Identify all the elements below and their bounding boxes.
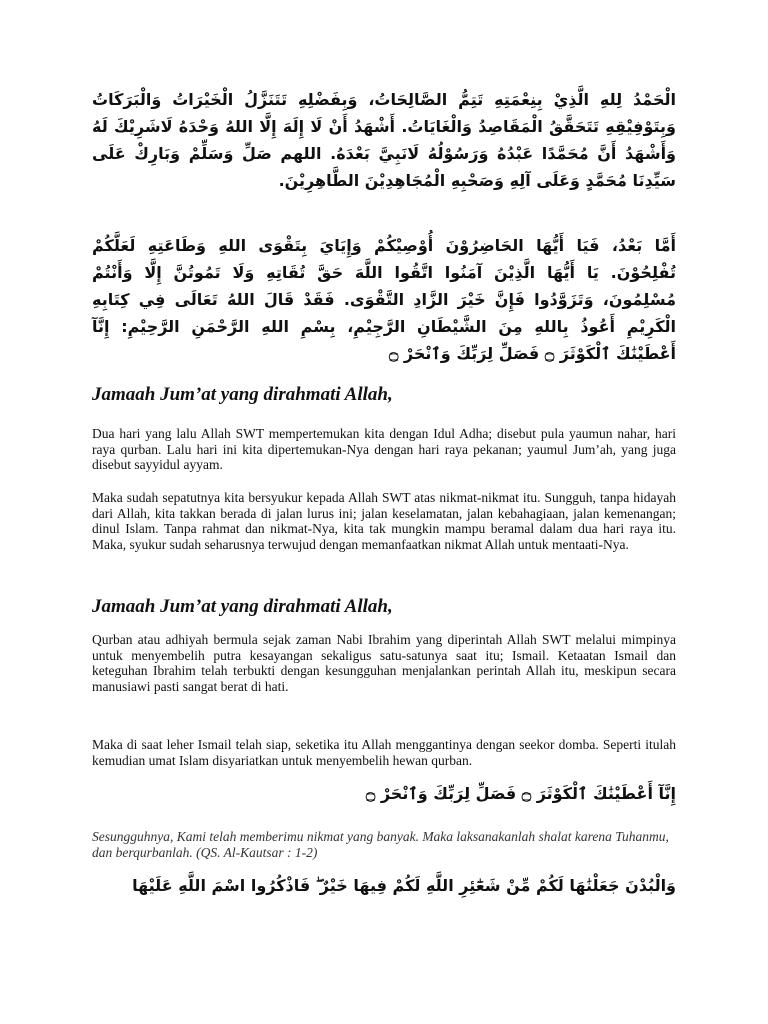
section-heading-2: Jamaah Jum’at yang dirahmati Allah, — [92, 596, 393, 617]
paragraph-2: Maka sudah sepatutnya kita bersyukur kepada Allah SWT atas nikmat-nikmat itu. Sungguh, tanpa hidayah dari Allah, kita takkan berada di jalan lurus ini; jalan keselamatan, jalan kebahagiaan, jalan kemenangan; dinul Islam. Tanpa rahmat dan nikmat-Nya, kita tak mungkin mampu beramal dalam dua hari raya itu. Maka, syukur sudah seharusnya terwujud dengan memanfaatkan nikmat Allah untuk mentaati-Nya. — [92, 490, 676, 552]
document-page — [92, 0, 676, 1024]
wasiat-arabic-passage: أَمَّا بَعْدُ، فَيَا أَيُّهَا الحَاضِرُوْنَ أُوْصِيْكُمْ وَإِيَايَ بِتَقْوَى اللهِ وَطَاعَتِهِ لَعَلَّكُمْ تُفْلِحُوْنَ. يَا أَيُّهَا الَّذِيْنَ آمَنُوا اتَّقُوا اللَّهَ حَقَّ تُقَاتِهِ وَلَا تَمُوتُنَّ إِلَّا وَأَنْتُمْ مُسْلِمُونَ، وَتَزَوَّدُوا فَإِنَّ خَيْرَ الزَّادِ التَّقْوَى. فَقَدْ قَالَ اللهُ تَعَالَى فِي كِتَابِهِ الْكَرِيْمِ أَعُوذُ بِاللهِ مِنَ الشَّيْطَانِ الرَّجِيْمِ، بِسْمِ اللهِ الرَّحْمَنِ الرَّحِيْمِ: إِنَّآ أَعْطَيْنَٰكَ ٱلْكَوْثَرَ ۝ فَصَلِّ لِرَبِّكَ وَٱنْحَرْ ۝ — [92, 236, 676, 363]
paragraph-1: Dua hari yang lalu Allah SWT mempertemukan kita dengan Idul Adha; disebut pula yaumun nahar, hari raya qurban. Lalu hari ini kita dipertemukan-Nya dengan hari raya pekanan; yaumul Jum’ah, yang juga disebut sayyidul ayyam. — [92, 426, 676, 472]
section-heading-1: Jamaah Jum’at yang dirahmati Allah, — [92, 384, 393, 405]
paragraph-4: Maka di saat leher Ismail telah siap, seketika itu Allah menggantinya dengan seekor domba. Seperti itulah kemudian umat Islam disyariatkan untuk menyembelih hewan qurban. — [92, 737, 676, 768]
opening-arabic-praise: الْحَمْدُ لِلهِ الَّذِيْ بِنِعْمَتِهِ تَتِمُّ الصَّالِحَاتُ، وَبِفَضْلِهِ تَتَنَزَّلُ الْخَيْرَاتُ وَالْبَرَكَاتُ وَبِتَوْفِيْقِهِ تَتَحَقَّقُ الْمَقَاصِدُ وَالْغَايَاتُ. أَشْهَدُ أَنْ لَا إِلَهَ إِلَّا اللهُ وَحْدَهُ لَاشَرِيْكَ لَهُ وَأَشْهَدُ أَنَّ مُحَمَّدًا عَبْدُهُ وَرَسُوْلُهُ لَانَبِيَّ بَعْدَهُ. اللهم صَلِّ وَسَلِّمْ وَبَارِكْ عَلَى سَيِّدِنَا مُحَمَّدٍ وَعَلَى آلِهِ وَصَحْبِهِ الْمُجَاهِدِيْنَ الطَّاهِرِيْنَ. — [92, 90, 676, 190]
verse-translation: Sesungguhnya, Kami telah memberimu nikmat yang banyak. Maka laksanakanlah shalat karena Tuhanmu, dan berqurbanlah. (QS. Al-Kautsar : 1-2) — [92, 829, 669, 860]
quran-verse-al-hajj: وَالْبُدْنَ جَعَلْنَٰهَا لَكُمْ مِّنْ شَعَٰٓئِرِ اللَّهِ لَكُمْ فِيهَا خَيْرٌ ۖ فَاذْكُرُوا اسْمَ اللَّهِ عَلَيْهَا — [132, 876, 676, 895]
paragraph-3: Qurban atau adhiyah bermula sejak zaman Nabi Ibrahim yang diperintah Allah SWT melalui mimpinya untuk menyembelih putra kesayangan sekaligus satu-satunya saat itu; Ismail. Ketaatan Ismail dan keteguhan Ibrahim telah terbukti dengan kesungguhan menjalankan perintah Allah itu, meskipun secara manusiawi pasti sangat berat di hati. — [92, 632, 676, 694]
quran-verse-al-kautsar: إِنَّآ أَعْطَيْنَٰكَ ٱلْكَوْثَرَ ۝ فَصَلِّ لِرَبِّكَ وَٱنْحَرْ ۝ — [365, 784, 676, 803]
